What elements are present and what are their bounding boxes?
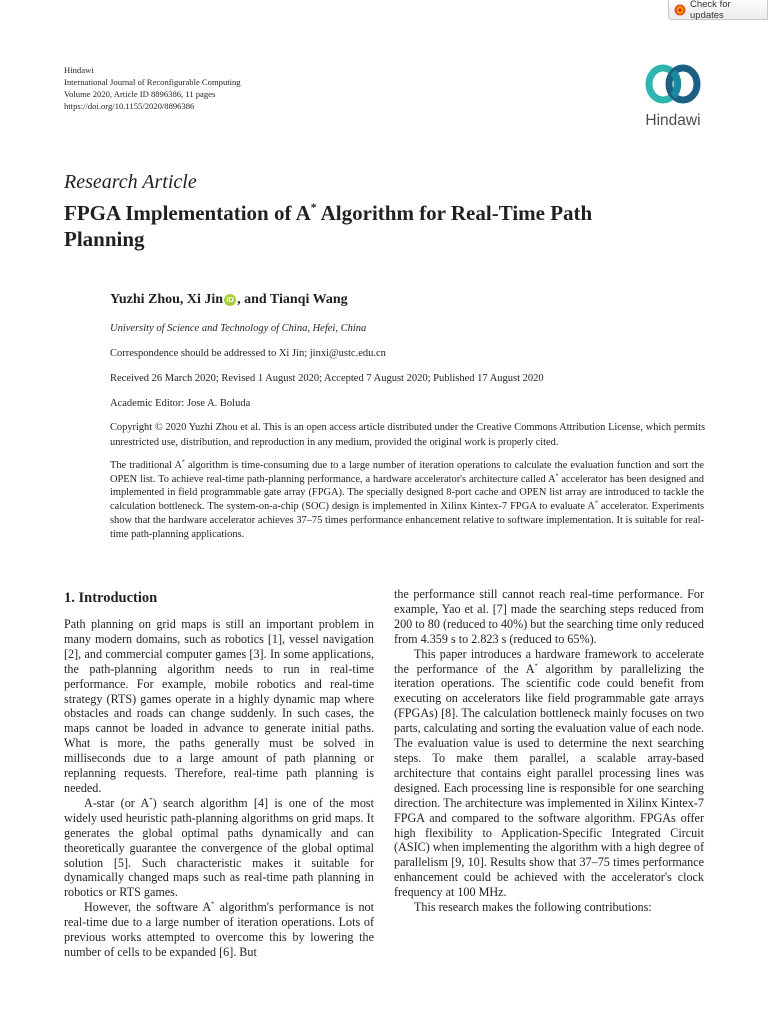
hindawi-logo-text: Hindawi	[645, 112, 701, 129]
author-list	[110, 292, 348, 308]
paragraph-text: ) search algorithm [4] is one of the most widely used heuristic path-planning algorithms on grid maps. It generates the global optimal paths dynamically and can theoretically guarantee the convergence of the global optimal solution [5]. Such characteristic makes it suitable for dynamically changed maps such as real-time path planning in robotics or RTS games.	[64, 795, 375, 900]
orcid-icon[interactable]: iD	[224, 294, 236, 306]
title-part-2: Algorithm for Real-Time Path Planning	[64, 201, 593, 251]
title-part-1: FPGA Implementation of A	[64, 201, 311, 225]
body-paragraph: Path planning on grid maps is still an important problem in many modern domains, such as robotics [1], vessel navigation [2], and commercial computer games [3]. In some applications, the path-planning algorithm needs to run in real-time performance. For example, mobile robotics and real-time strategy (RTS) games operate in a highly dynamic map where obstacles and roads can change suddenly. In such cases, the maps cannot be loaded in advance to generate initial paths. What is more, the paths generally must be solved in milliseconds due to a large amount of path planning or replanning requests. Therefore, real-time path planning is needed.	[64, 617, 374, 795]
body-column-left	[64, 617, 374, 960]
affiliation: University of Science and Technology of China, Hefei, China	[110, 323, 367, 334]
paragraph-text: algorithm by parallelizing the iteration operations. The scientific code could benefit from executing on accelerators like field programmable gate arrays (FPGAs) [8]. The calculation bottleneck mainly focuses on two parts, calculating and sorting the evaluation value of each node. The evaluation value is used to determine the next searching steps. To make them parallel, a scalable array-based architecture that contains eight parallel processing lines was designed. Each processing line is responsible for one searching direction. The architecture was implemented in Xilinx Kintex-7 FPGA and compared to the software algorithm. FPGAs offer high flexibility to Application-Specific Integrated Circuit (ASIC) when implementing the algorithm with a high degree of parallelism [9, 10]. Results show that 37–75 times performance enhancement could be achieved with the accelerator's clock frequency at 100 MHz.	[394, 661, 704, 900]
body-column-right	[394, 587, 704, 915]
correspondence: Correspondence should be addressed to Xi Jin; jinxi@ustc.edu.cn	[110, 348, 386, 359]
crossmark-icon	[674, 4, 686, 16]
asterisk: *	[181, 459, 185, 466]
hindawi-logo	[632, 58, 714, 134]
copyright-notice: Copyright © 2020 Yuzhi Zhou et al. This is an open access article distributed under the Creative Commons Attribution License, which permits unrestricted use, distribution, and reproduction in any medium, provided the original work is properly cited.	[110, 422, 705, 448]
article-title	[64, 200, 664, 252]
abstract-text: algorithm is time-consuming due to a large number of iteration operations to calculate the evaluation function and sort the OPEN list. To achieve real-time path-planning performance, a hardware accelerator's architecture called A	[110, 460, 704, 485]
body-paragraph: This research makes the following contributions:	[414, 900, 652, 915]
paragraph-text: A-star (or A	[84, 795, 150, 810]
body-paragraph	[64, 900, 374, 960]
article-type: Research Article	[64, 171, 197, 193]
abstract-text: accelerator. Experiments show that the hardware accelerator achieves 37–75 times performance enhancement relative to software implementation. It is suitable for real-time path-planning applications.	[110, 501, 705, 540]
asterisk: *	[211, 900, 215, 908]
asterisk: *	[555, 473, 559, 480]
authors-part-2: , and Tianqi Wang	[237, 292, 348, 307]
abstract-text: The traditional A	[110, 460, 182, 471]
publisher-name: Hindawi	[64, 65, 94, 75]
publication-dates: Received 26 March 2020; Revised 1 August 2020; Accepted 7 August 2020; Published 17 August 2020	[110, 373, 544, 384]
abstract-text: accelerator has been designed and implemented in field programmable gate array (FPGA). The specially designed 8-port cache and OPEN list array are introduced to tackle the calculation bottleneck. The system-on-a-chip (SOC) design is implemented in Xilinx Kintex-7 FPGA to evaluate A	[110, 473, 704, 513]
body-paragraph: the performance still cannot reach real-time performance. For example, Yao et al. [7] made the searching steps reduced from 200 to 80 (reduced to 40%) but the searching time only reduced from 4.359 s to 2.823 s (reduced to 65%).	[394, 587, 704, 646]
academic-editor: Academic Editor: Jose A. Boluda	[110, 398, 251, 409]
check-for-updates-label: Check for updates	[690, 0, 731, 21]
asterisk: *	[149, 796, 153, 804]
paragraph-text: However, the software A	[84, 900, 212, 915]
section-heading-introduction: 1. Introduction	[64, 590, 158, 606]
hindawi-logo-icon	[632, 58, 714, 112]
abstract	[110, 459, 704, 541]
check-for-updates-button[interactable]	[668, 0, 768, 20]
paragraph-text: This paper introduces a hardware framework to accelerate the performance of the A	[394, 646, 704, 676]
body-paragraph	[394, 647, 704, 900]
paragraph-text: algorithm's performance is not real-time due to a large number of iteration operations. Lots of previous works attempted to overcome this by lowering the number of cells to be expanded [6]. But	[64, 900, 374, 959]
asterisk: *	[534, 662, 538, 670]
title-asterisk: *	[310, 201, 317, 214]
asterisk: *	[594, 500, 598, 507]
doi-link[interactable]: https://doi.org/10.1155/2020/8896386	[64, 101, 195, 111]
body-paragraph	[64, 796, 374, 900]
authors-part-1: Yuzhi Zhou, Xi Jin	[110, 292, 224, 307]
journal-info	[64, 64, 241, 112]
journal-name: International Journal of Reconfigurable Computing	[64, 77, 241, 87]
volume-info: Volume 2020, Article ID 8896386, 11 pages	[64, 89, 216, 99]
